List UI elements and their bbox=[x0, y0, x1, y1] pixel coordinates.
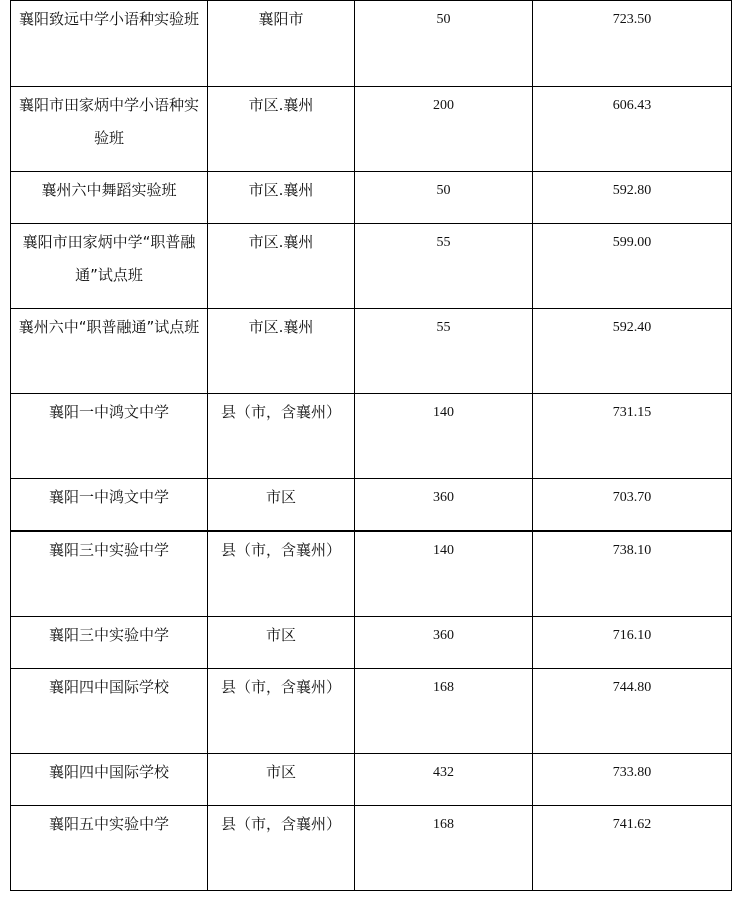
min-score-cell: 716.10 bbox=[533, 617, 732, 669]
school-name-cell: 襄州六中舞蹈实验班 bbox=[11, 172, 208, 224]
admission-score-table-wrapper bbox=[10, 0, 732, 891]
plan-count-cell: 360 bbox=[355, 479, 533, 532]
enrollment-area-cell: 市区.襄州 bbox=[208, 172, 355, 224]
school-name-cell: 襄阳三中实验中学 bbox=[11, 617, 208, 669]
plan-count-cell: 360 bbox=[355, 617, 533, 669]
enrollment-area-cell: 市区.襄州 bbox=[208, 309, 355, 394]
min-score-cell: 723.50 bbox=[533, 1, 732, 87]
plan-count-cell: 50 bbox=[355, 172, 533, 224]
plan-count-cell: 55 bbox=[355, 309, 533, 394]
table-row bbox=[11, 669, 732, 754]
min-score-cell: 599.00 bbox=[533, 224, 732, 309]
table-row bbox=[11, 1, 732, 87]
enrollment-area-cell: 市区 bbox=[208, 617, 355, 669]
school-name-cell: 襄阳一中鸿文中学 bbox=[11, 394, 208, 479]
table-row bbox=[11, 531, 732, 617]
min-score-cell: 592.40 bbox=[533, 309, 732, 394]
table-row bbox=[11, 617, 732, 669]
table-row bbox=[11, 224, 732, 309]
enrollment-area-cell: 县（市，含襄州） bbox=[208, 669, 355, 754]
enrollment-area-cell: 襄阳市 bbox=[208, 1, 355, 87]
enrollment-area-cell: 市区.襄州 bbox=[208, 224, 355, 309]
min-score-cell: 592.80 bbox=[533, 172, 732, 224]
school-name-cell: 襄阳市田家炳中学小语种实验班 bbox=[11, 87, 208, 172]
school-name-cell: 襄州六中“职普融通”试点班 bbox=[11, 309, 208, 394]
school-name-cell: 襄阳三中实验中学 bbox=[11, 531, 208, 617]
table-row bbox=[11, 172, 732, 224]
enrollment-area-cell: 县（市，含襄州） bbox=[208, 394, 355, 479]
plan-count-cell: 168 bbox=[355, 806, 533, 891]
school-name-cell: 襄阳五中实验中学 bbox=[11, 806, 208, 891]
school-name-cell: 襄阳一中鸿文中学 bbox=[11, 479, 208, 532]
admission-score-table bbox=[10, 0, 732, 891]
min-score-cell: 733.80 bbox=[533, 754, 732, 806]
school-name-cell: 襄阳四中国际学校 bbox=[11, 669, 208, 754]
school-name-cell: 襄阳四中国际学校 bbox=[11, 754, 208, 806]
min-score-cell: 744.80 bbox=[533, 669, 732, 754]
table-row bbox=[11, 806, 732, 891]
table-row bbox=[11, 479, 732, 532]
enrollment-area-cell: 县（市，含襄州） bbox=[208, 806, 355, 891]
table-row bbox=[11, 394, 732, 479]
plan-count-cell: 432 bbox=[355, 754, 533, 806]
plan-count-cell: 168 bbox=[355, 669, 533, 754]
table-row bbox=[11, 87, 732, 172]
table-row bbox=[11, 754, 732, 806]
enrollment-area-cell: 市区 bbox=[208, 754, 355, 806]
min-score-cell: 703.70 bbox=[533, 479, 732, 532]
school-name-cell: 襄阳市田家炳中学“职普融通”试点班 bbox=[11, 224, 208, 309]
plan-count-cell: 50 bbox=[355, 1, 533, 87]
enrollment-area-cell: 市区.襄州 bbox=[208, 87, 355, 172]
enrollment-area-cell: 市区 bbox=[208, 479, 355, 532]
plan-count-cell: 200 bbox=[355, 87, 533, 172]
min-score-cell: 741.62 bbox=[533, 806, 732, 891]
min-score-cell: 731.15 bbox=[533, 394, 732, 479]
min-score-cell: 738.10 bbox=[533, 531, 732, 617]
plan-count-cell: 140 bbox=[355, 531, 533, 617]
enrollment-area-cell: 县（市，含襄州） bbox=[208, 531, 355, 617]
table-row bbox=[11, 309, 732, 394]
plan-count-cell: 140 bbox=[355, 394, 533, 479]
school-name-cell: 襄阳致远中学小语种实验班 bbox=[11, 1, 208, 87]
plan-count-cell: 55 bbox=[355, 224, 533, 309]
min-score-cell: 606.43 bbox=[533, 87, 732, 172]
